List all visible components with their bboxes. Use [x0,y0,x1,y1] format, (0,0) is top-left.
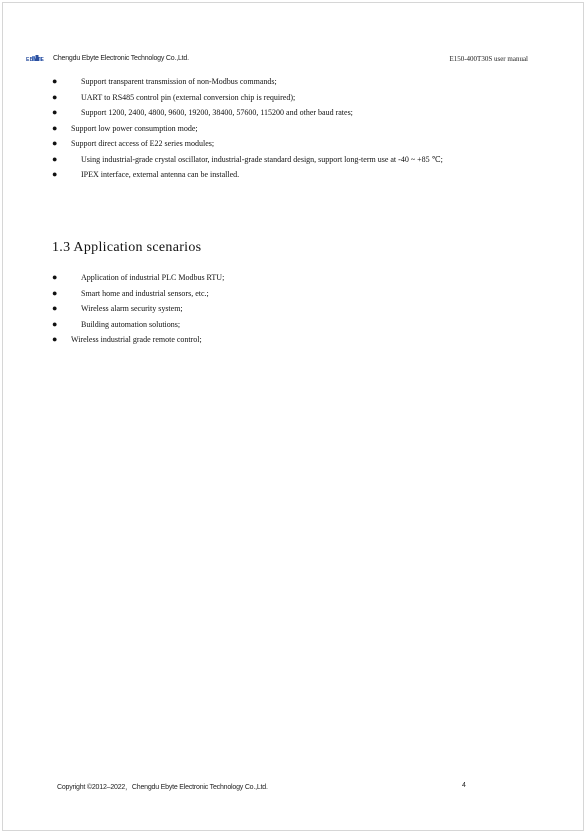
header-company: Chengdu Ebyte Electronic Technology Co.,Ltd. [53,55,189,62]
list-item-text: Support transparent transmission of non-Modbus commands; [81,77,277,86]
footer-copyright: Copyright ©2012–2022，Chengdu Ebyte Electronic Technology Co.,Ltd. [57,784,268,791]
list-item [50,301,548,317]
list-item [50,332,548,348]
list-item [50,167,548,183]
bullet-icon: ● [52,122,58,133]
bullet-icon: ● [52,318,58,329]
application-list [50,270,548,348]
list-item-text: Support direct access of E22 series modules; [71,139,215,148]
list-item [50,121,548,137]
bullet-icon: ● [52,169,58,179]
list-item-text: Support 1200, 2400, 4800, 9600, 19200, 38400, 57600, 115200 and other baud rates; [81,108,353,117]
list-item [50,152,548,168]
bullet-icon: ● [52,287,58,298]
page-header [26,50,528,66]
bullet-icon: ● [52,76,58,86]
list-item-text: Building automation solutions; [81,319,181,329]
list-item-text: Using industrial-grade crystal oscillator, industrial-grade standard design, support long-term use at -40 ~ +85 ℃; [81,154,443,164]
bullet-icon: ● [52,138,58,148]
feature-list [50,74,548,183]
list-item [50,270,548,286]
list-item [50,317,548,333]
list-item [50,90,548,106]
section-title: 1.3 Application scenarios [52,240,202,255]
list-item [50,286,548,302]
bullet-icon: ● [52,303,58,313]
list-item-text: Support low power consumption mode; [71,123,198,133]
list-item-text: IPEX interface, external antenna can be installed. [81,170,240,179]
logo-text: EBYTE [26,57,45,63]
list-item-text: Smart home and industrial sensors, etc.; [81,288,209,298]
bullet-icon: ● [52,107,58,117]
list-item [50,74,548,90]
page-number: 4 [462,782,466,789]
list-item [50,105,548,121]
bullet-icon: ● [52,153,58,164]
bullet-icon: ● [52,272,58,282]
list-item-text: Wireless industrial grade remote control; [71,335,202,344]
list-item [50,136,548,152]
header-manual-title: E150-400T30S user manual [449,55,528,63]
list-item-text: UART to RS485 control pin (external conversion chip is required); [81,92,296,102]
ebyte-logo [26,50,48,64]
bullet-icon: ● [52,334,58,344]
list-item-text: Wireless alarm security system; [81,304,183,313]
list-item-text: Application of industrial PLC Modbus RTU; [81,273,225,282]
bullet-icon: ● [52,91,58,102]
